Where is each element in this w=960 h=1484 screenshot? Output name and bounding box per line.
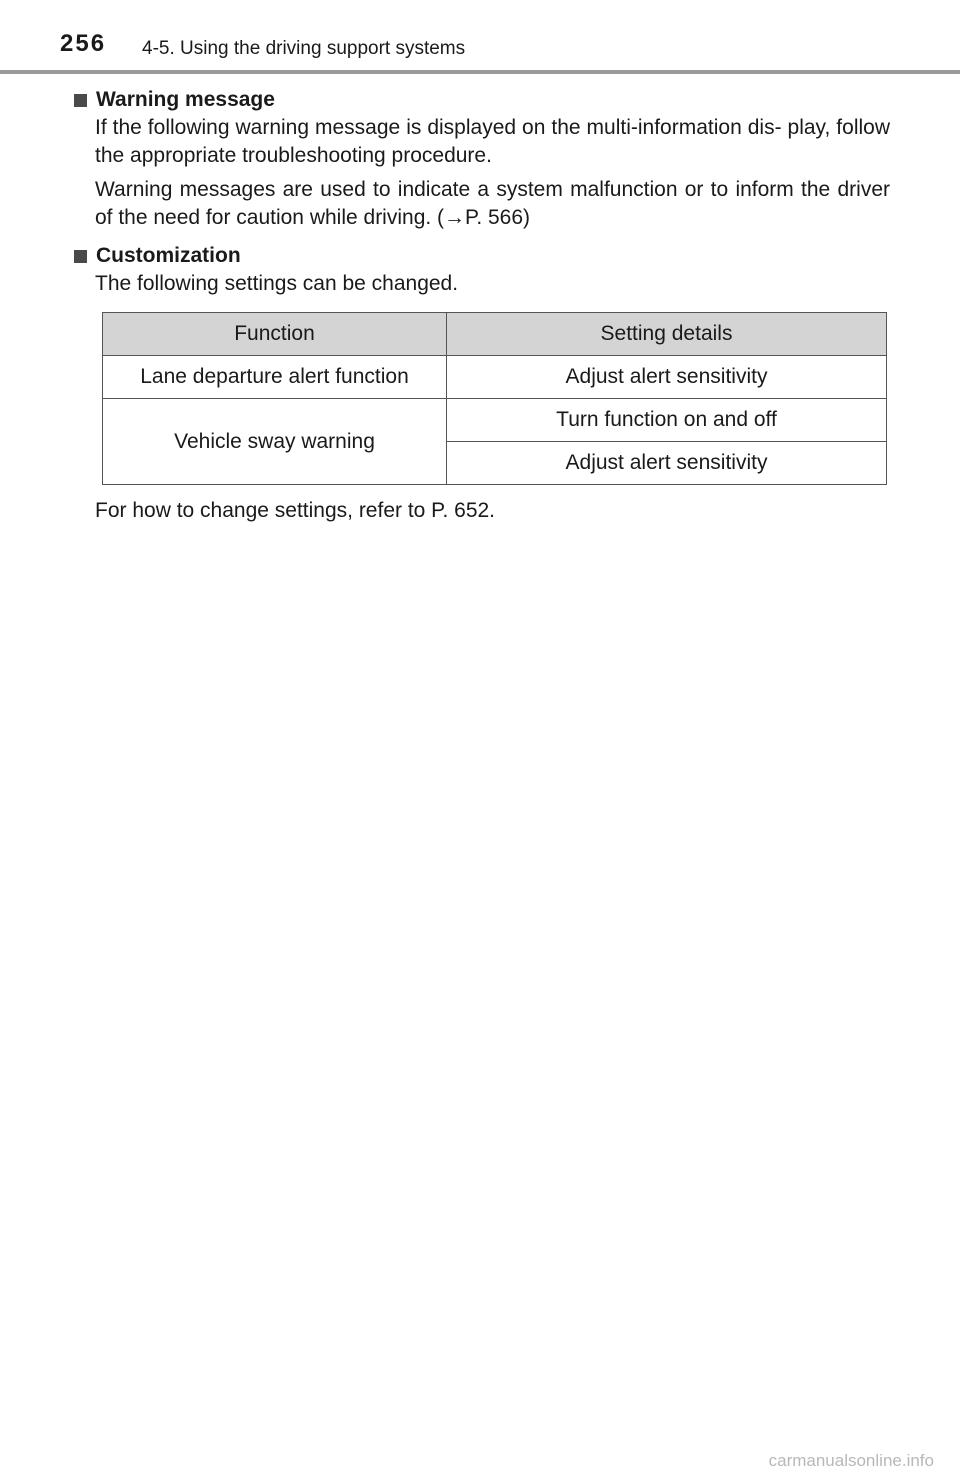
setting-detail-cell: Adjust alert sensitivity (447, 356, 887, 399)
square-bullet-icon (74, 250, 87, 263)
customization-intro: The following settings can be changed. (95, 272, 459, 295)
table-header-row (103, 313, 887, 356)
setting-detail-cell: Turn function on and off (447, 399, 887, 442)
warning-message-para-2: Warning messages are used to indicate a system malfunction or to inform the driver of the need for caution while driving. (→P. 566) (95, 178, 890, 229)
page-content (72, 86, 890, 525)
customization-heading-text: Customization (96, 244, 241, 267)
warning-message-para-1: If the following warning message is displayed on the multi-information dis- play, follow the appropriate troubleshooting procedure. (95, 116, 890, 167)
settings-reference: For how to change settings, refer to P. 652. (95, 499, 496, 522)
page-number: 256 (60, 30, 107, 57)
column-header-setting-details: Setting details (447, 313, 887, 356)
watermark: carmanualsonline.info (768, 1451, 934, 1470)
table-row (103, 356, 887, 399)
function-cell: Lane departure alert function (103, 356, 447, 399)
setting-detail-cell: Adjust alert sensitivity (447, 442, 887, 485)
square-bullet-icon (74, 94, 87, 107)
page-header (0, 0, 960, 76)
header-divider (0, 70, 960, 74)
customization-heading (72, 242, 890, 270)
warning-message-heading (72, 86, 890, 114)
table-row (103, 399, 887, 442)
warning-message-heading-text: Warning message (96, 88, 275, 111)
function-cell: Vehicle sway warning (103, 399, 447, 485)
settings-table (102, 312, 887, 485)
column-header-function: Function (103, 313, 447, 356)
section-title: 4-5. Using the driving support systems (142, 38, 466, 59)
